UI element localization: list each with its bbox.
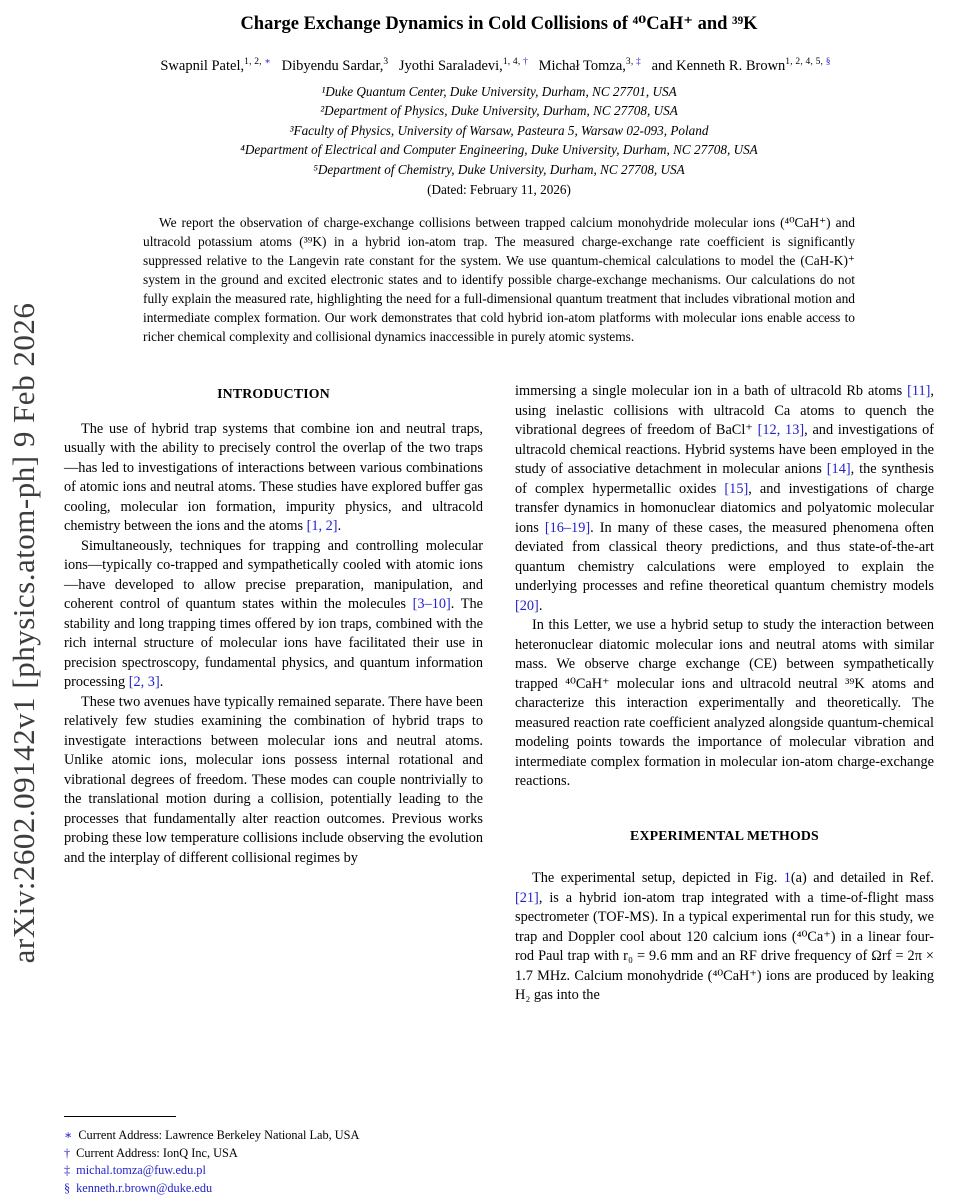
section-marker: § (64, 1180, 71, 1195)
citation-link[interactable]: [1, 2] (306, 518, 338, 535)
email-link[interactable]: michal.tomza@fuw.edu.pl (76, 1163, 206, 1177)
affiliation-3: ³Faculty of Physics, University of Warsaw, Pasteura 5, Warsaw 02-093, Poland (289, 122, 709, 138)
footnote-symbol-link[interactable]: † (523, 57, 528, 68)
section-heading-experimental-methods: EXPERIMENTAL METHODS (630, 827, 819, 843)
citation-link[interactable]: [3–10] (412, 596, 451, 613)
footnote-text: Current Address: Lawrence Berkeley National Lab, USA (78, 1128, 360, 1142)
double-dagger-marker: ‡ (64, 1163, 71, 1177)
author-affil-marks: 3, ‡ (625, 57, 641, 68)
citation-link[interactable]: [21] (515, 889, 539, 906)
author-line (64, 56, 934, 75)
citation-link[interactable]: [12, 13] (757, 422, 805, 439)
footnote-block (64, 1116, 483, 1197)
affiliation-list (64, 82, 934, 180)
author-name: Michał Tomza, (538, 57, 626, 74)
section-heading-introduction: INTRODUCTION (217, 386, 330, 402)
author-name: Jyothi Saraladevi, (398, 57, 503, 74)
author-affil-marks: 1, 4, † (502, 57, 528, 68)
paper-title: Charge Exchange Dynamics in Cold Collisions of ⁴⁰CaH⁺ and ³⁹K (240, 14, 758, 34)
author-3 (399, 58, 528, 74)
figure-link[interactable]: 1 (783, 870, 791, 887)
footnote-current-address-1 (64, 1127, 483, 1145)
two-column-body (64, 382, 934, 1006)
arxiv-watermark: arXiv:2602.09142v1 [physics.atom-ph] 9 Feb 2026 (6, 302, 41, 964)
paragraph-intro-3: These two avenues have typically remained separate. There have been relatively few studies examining the combination of hybrid traps to investigate interactions between molecular ions and neutral atoms. Unlike atomic ions, molecular ions possess internal rotational and vibrational degrees of freedom. These modes can couple nontrivially to the translational motion during a collision, potentially leading to the processes that fundamentally alter reaction outcomes. Previous works probing these low temperature collisions include observing the evolution and the interplay of different collisional regimes by (64, 693, 483, 866)
author-2 (282, 58, 389, 74)
footnote-text: Current Address: IonQ Inc, USA (76, 1145, 238, 1160)
citation-link[interactable]: [2, 3] (128, 674, 160, 691)
paragraph-intro-4: In this Letter, we use a hybrid setup to study the interaction between heteronuclear diatomic molecular ions and neutral atoms with similar mass. We observe charge exchange (CE) between sympathetically trapped ⁴⁰CaH⁺ molecular ions and ultracold neutral ³⁹K atoms and characterize this interaction experimentally and theoretically. The measured reaction rate coefficient analyzed alongside quantum-chemical modeling points towards the importance of molecular vibration and intermediate complex formation in molecular ion-atom charge-exchange reactions. (515, 617, 934, 790)
asterisk-marker: ∗ (64, 1128, 73, 1142)
author-affil-marks: 1, 2, ∗ (244, 57, 271, 68)
paragraph-intro-2: Simultaneously, techniques for trapping and controlling molecular ions—typically co-trapped and sympathetically cooled with atomic ions—have developed to allow precise preparation, manipulation, and coherent control of quantum states within the molecules [3–10]. The stability and long trapping times offered by ion traps, combined with the rich internal structure of molecular ions have facilitated their use in precision spectroscopy, fundamental physics, and quantum information processing [2, 3]. (64, 537, 483, 691)
author-name: Dibyendu Sardar, (281, 57, 384, 74)
author-1 (160, 58, 271, 74)
abstract: We report the observation of charge-exchange collisions between trapped calcium monohydride molecular ions (⁴⁰CaH⁺) and ultracold potassium atoms (³⁹K) in a hybrid ion-atom trap. The measured charge-exchange rate coefficient is significantly suppressed relative to the Langevin rate constant for the system. We use quantum-chemical calculations to model the (CaH-K)⁺ system in the ground and excited electronic states and to identify possible charge-exchange mechanisms. Our calculations do not fully explain the measured rate, highlighting the need for a full-dimensional quantum treatment that includes vibrational motion and intermediate complex formation. Our work demonstrates that cold hybrid ion-atom platforms with molecular ions enable access to richer chemical complexity and collisional dynamics inaccessible in purely atomic systems. (143, 215, 855, 345)
dagger-marker: † (64, 1145, 71, 1160)
citation-link[interactable]: [14] (826, 461, 851, 478)
footnote-symbol-link[interactable]: ∗ (264, 57, 271, 68)
footnote-email-1 (64, 1162, 483, 1180)
right-column (515, 382, 934, 1006)
author-affil-marks: 3 (383, 57, 389, 68)
author-name: and Kenneth R. Brown (651, 57, 786, 74)
author-4 (539, 58, 641, 74)
footnote-symbol-link[interactable]: § (825, 57, 831, 68)
author-affil-marks: 1, 2, 4, 5, § (785, 57, 831, 68)
paragraph-methods-1: The experimental setup, depicted in Fig. 1(a) and detailed in Ref. [21], is a hybrid ion-atom trap integrated with a time-of-flight mass spectrometer (TOF-MS). In a typical experimental run for this study, we trap and Doppler cool about 120 calcium ions (⁴⁰Ca⁺) in a linear four-rod Paul trap with r₀ = 9.6 mm and an RF drive frequency of Ωrf = 2π × 1.7 MHz. Calcium monohydride (⁴⁰CaH⁺) ions are produced by leaking H₂ gas into the (515, 870, 934, 1004)
affiliation-4: ⁴Department of Electrical and Computer Engineering, Duke University, Durham, NC 27708, USA (240, 142, 758, 158)
affiliation-5: ⁵Department of Chemistry, Duke University, Durham, NC 27708, USA (313, 161, 685, 177)
author-5 (652, 58, 831, 74)
email-link[interactable]: kenneth.r.brown@duke.edu (76, 1180, 213, 1195)
author-name: Swapnil Patel, (160, 57, 245, 74)
citation-link[interactable]: [11] (907, 383, 931, 400)
footnote-email-2 (64, 1180, 483, 1198)
citation-link[interactable]: [15] (724, 480, 749, 497)
footnote-symbol-link[interactable]: ‡ (636, 57, 641, 68)
footnote-current-address-2 (64, 1145, 483, 1163)
citation-link[interactable]: [16–19] (544, 519, 591, 536)
paragraph-intro-1: The use of hybrid trap systems that combine ion and neutral traps, usually with the ability to precisely control the overlap of the two traps—has led to investigations of interactions between various combinations of atomic ions and neutral atoms. These studies have explored buffer gas cooling, molecular ion formation, impurity physics, and ultracold chemistry between the ions and the atoms [1, 2]. (64, 420, 483, 535)
left-column (64, 382, 483, 1006)
citation-link[interactable]: [20] (515, 597, 539, 614)
affiliation-1: ¹Duke Quantum Center, Duke University, Durham, NC 27701, USA (321, 83, 677, 99)
paragraph-intro-3-continuation: immersing a single molecular ion in a bath of ultracold Rb atoms [11], using inelastic collisions with ultracold Ca atoms to quench the vibrational degrees of freedom of BaCl⁺ [12, 13], and investigations of ultracold chemical reactions. Hybrid systems have been employed in the study of associative detachment in molecular anions [14], the synthesis of complex hypermetallic oxides [15], and investigations of charge transfer dynamics in homonuclear diatomics and polyatomic molecular ions [16–19]. In many of these cases, the measured phenomena often deviated from classical theory predictions, and thus state-of-the-art quantum chemistry calculations were employed to explain the underlying processes and refine theoretical quantum chemistry models [20]. (515, 383, 934, 614)
affiliation-2: ²Department of Physics, Duke University, Durham, NC 27708, USA (320, 103, 678, 119)
footnote-rule (64, 1116, 176, 1117)
date-line: (Dated: February 11, 2026) (427, 182, 571, 198)
